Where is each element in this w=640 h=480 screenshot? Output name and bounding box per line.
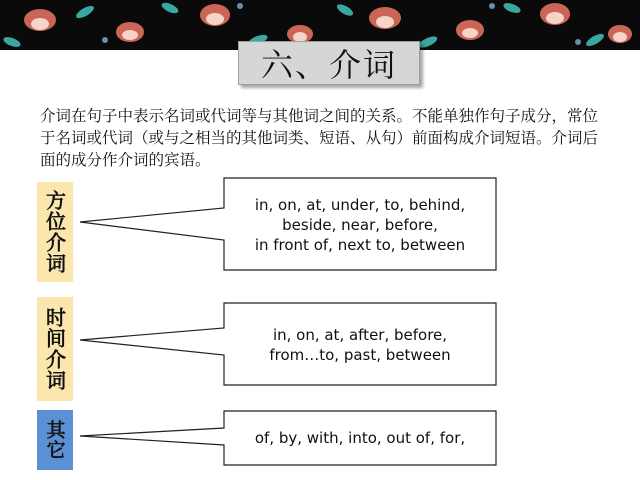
other-examples <box>224 413 496 463</box>
example-line: in, on, at, under, to, behind, <box>254 196 466 214</box>
category-other: 其它 <box>37 410 73 470</box>
example-line: in front of, next to, between <box>254 236 466 254</box>
locative-examples <box>224 180 496 270</box>
category-temporal: 时间介词 <box>37 297 73 401</box>
category-locative: 方位介词 <box>37 182 73 282</box>
temporal-examples <box>224 305 496 385</box>
example-line: from…to, past, between <box>269 346 451 364</box>
intro-paragraph: 介词在句子中表示名词或代词等与其他词之间的关系。不能单独作句子成分，常位于名词或代词（或与之相当的其他词类、短语、从句）前面构成介词短语。介词后面的成分作介词的宾语。 <box>40 107 599 169</box>
example-line: beside, near, before, <box>282 216 438 234</box>
example-line: in, on, at, after, before, <box>272 326 448 344</box>
example-line: of, by, with, into, out of, for, <box>254 429 466 447</box>
page-title: 六、介词 <box>238 41 420 85</box>
